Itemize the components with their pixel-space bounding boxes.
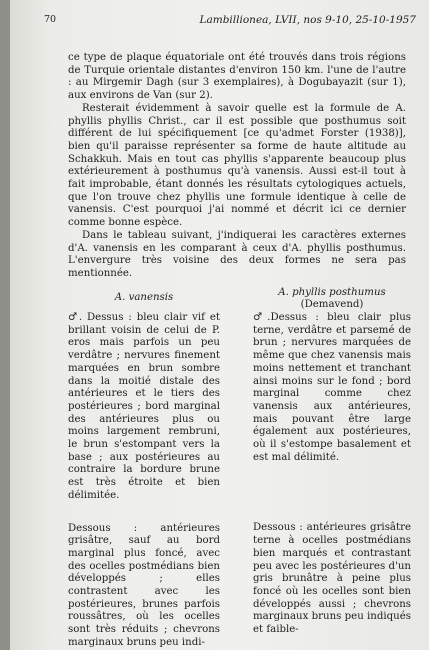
left-column bbox=[68, 312, 220, 650]
right-column bbox=[253, 312, 411, 637]
left-dessus: ♂. Dessus : bleu clair vif et brillant voisin de celui de P. eros mais parfois un peu verdâtre ; nervures finement marquées en brun sombre dans la moitié distale des antérieures et le tiers des postérieures ; bord marginal des antérieures plus ou moins largement rembruni, le brun s'estompant vers la base ; aux postérieures au contraire la bordure brune est très étroite et bien délimitée. bbox=[68, 312, 220, 501]
right-column-title bbox=[253, 287, 411, 311]
book-page bbox=[10, 0, 429, 650]
right-column-locality: (Demavend) bbox=[300, 299, 364, 310]
left-column-title: A. vanensis bbox=[114, 292, 174, 303]
page-header bbox=[44, 10, 416, 30]
intro-paragraph: Resterait évidemment à savoir quelle est la formule de A. phyllis phyllis Christ., car il est possible que posthumus soit différent de lui spécifiquement [ce qu'admet Forster (1938)], bien qu'il paraisse représenter sa forme de haute altitude au Schakkuh. Mais en tout cas phyllis s'apparente beaucoup plus extérieurement à posthumus qu'à vanensis. Aussi est-il tout à fait improbable, étant donnés les résultats cytologiques actuels, que l'on trouve chez phyllis une formule identique à celle de vanensis. C'est pourquoi j'ai nommé et décrit ici ce dernier comme bonne espèce. bbox=[68, 102, 406, 229]
right-dessus: ♂.Dessus : bleu clair plus terne, verdâtre et parsemé de brun ; nervures marquées de même que chez vanensis mais moins nettement et tranchant ainsi moins sur le fond ; bord marginal comme chez vanensis aux antérieures, mais pouvant être large également aux postérieures, où il s'estompe basalement et est mal délimité. bbox=[253, 312, 411, 463]
right-column-species: A. phyllis posthumus bbox=[278, 287, 386, 298]
running-head: Lambillionea, LVII, nos 9-10, 25-10-1957 bbox=[199, 14, 416, 26]
right-dessous: Dessous : antérieures grisâtre terne à ocelles postmédians bien marqués et contrastant peu avec les postérieures d'un gris brunâtre à peine plus foncé où les ocelles sont bien développés aussi ; chevrons marginaux bruns peu indiqués et faible- bbox=[253, 522, 411, 636]
left-dessous: Dessous : antérieures grisâtre, sauf au bord marginal plus foncé, avec des ocelles postmédians bien développés ; elles contrastent avec les postérieures, brunes parfois roussâtres, où les ocelles sont très réduits ; chevrons marginaux bruns peu indi- bbox=[68, 522, 220, 648]
page-number: 70 bbox=[44, 14, 57, 25]
intro-paragraph: Dans le tableau suivant, j'indiquerai les caractères externes d'A. vanensis en les comparant à ceux d'A. phyllis posthumus. L'envergure très voisine des deux formes ne sera pas mentionnée. bbox=[68, 229, 406, 279]
intro-text bbox=[68, 52, 406, 281]
intro-paragraph: ce type de plaque équatoriale ont été trouvés dans trois régions de Turquie orientale distantes d'environ 150 km. l'une de l'autre : au Mirgemir Dagh (sur 3 exemplaires), à Dogubayazit (sur 1), aux environs de Van (sur 2). bbox=[68, 52, 406, 102]
